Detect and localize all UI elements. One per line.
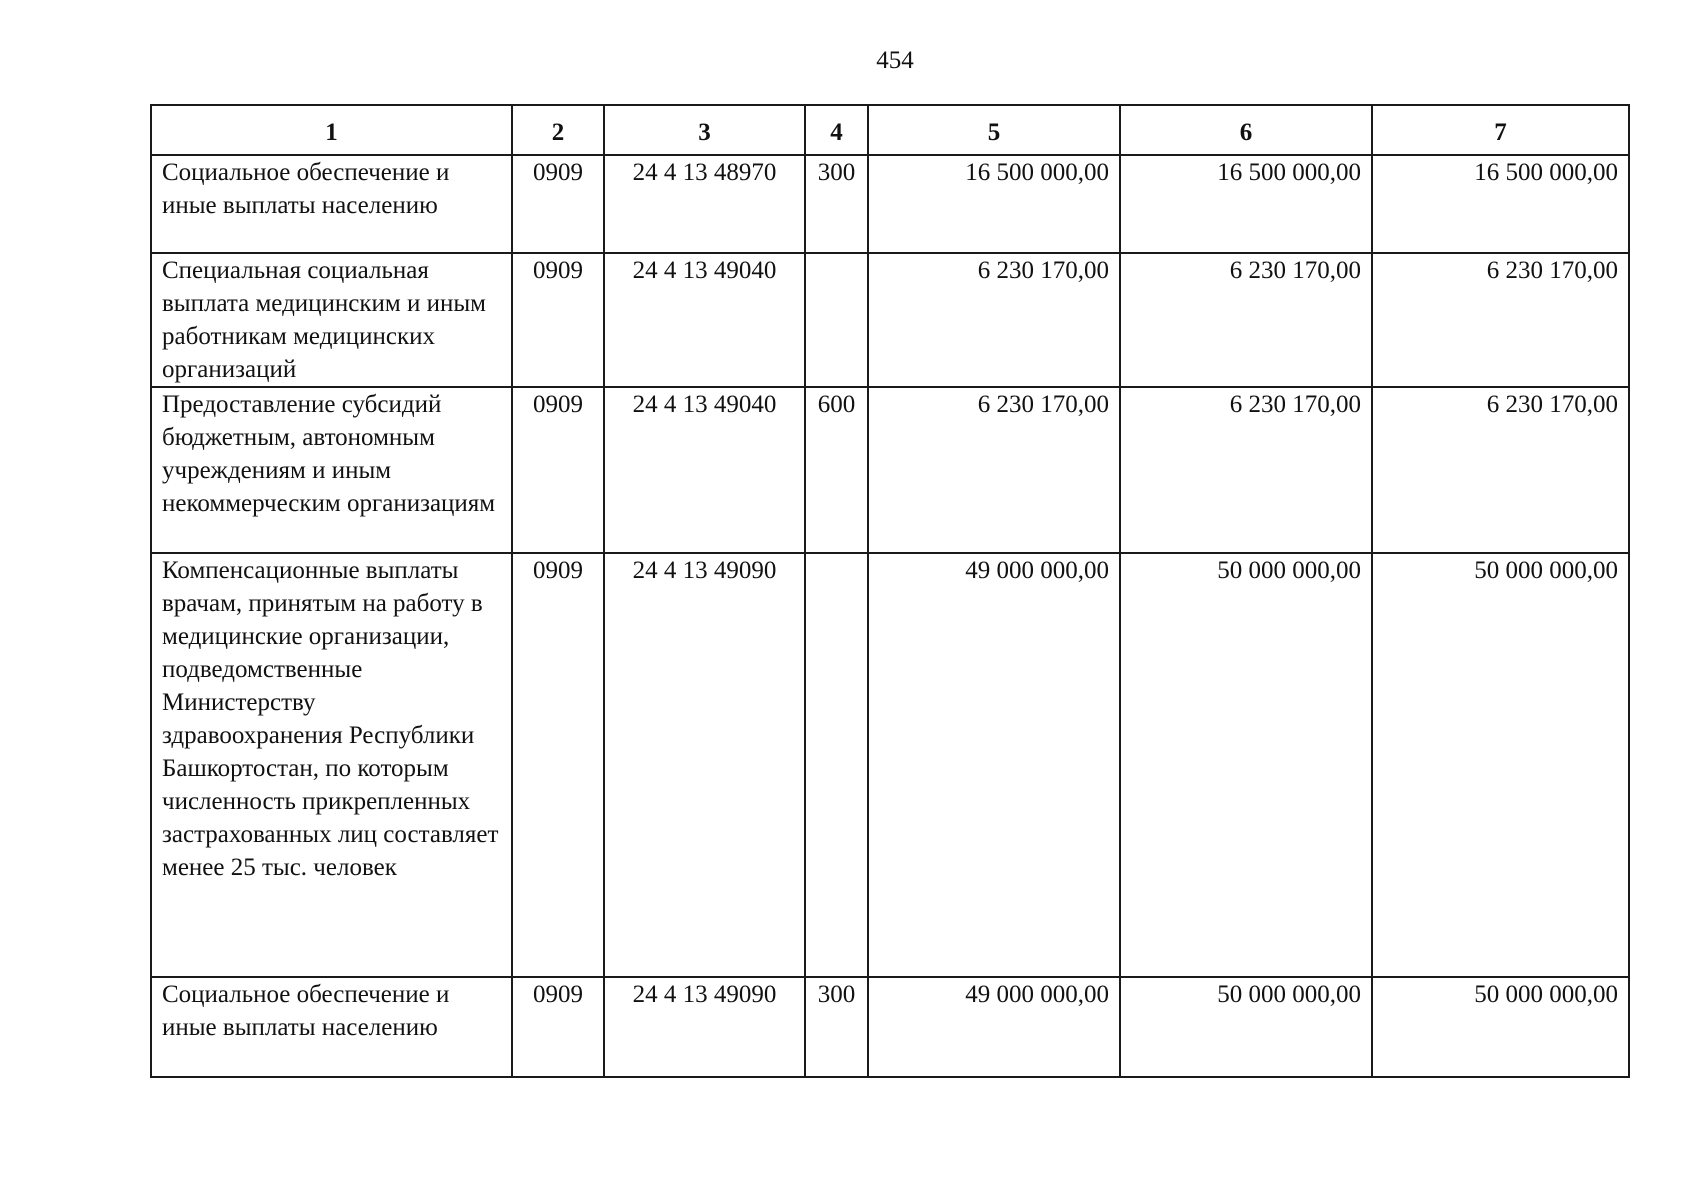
- row-name: Компенсационные выплаты врачам, принятым на работу в медицинские организации, подведомственные Министерству здравоохранения Республики Башкортостан, по которым численность прикрепленных застрахованных лиц составляет менее 25 тыс. человек: [151, 553, 512, 977]
- row-amount-col7: 50 000 000,00: [1372, 977, 1629, 1077]
- row-amount-col6: 6 230 170,00: [1120, 387, 1372, 553]
- table-row: [151, 253, 1629, 387]
- row-amount-col7: 6 230 170,00: [1372, 253, 1629, 387]
- header-col-5: 5: [868, 105, 1120, 155]
- row-amount-col5: 6 230 170,00: [868, 387, 1120, 553]
- row-section-code: 0909: [512, 977, 604, 1077]
- row-section-code: 0909: [512, 387, 604, 553]
- row-type-code: 300: [805, 977, 868, 1077]
- row-name: Социальное обеспечение и иные выплаты населению: [151, 977, 512, 1077]
- header-col-6: 6: [1120, 105, 1372, 155]
- row-target-code: 24 4 13 48970: [604, 155, 805, 253]
- page-number: 454: [876, 47, 914, 74]
- row-amount-col7: 16 500 000,00: [1372, 155, 1629, 253]
- table-row: [151, 553, 1629, 977]
- row-amount-col6: 6 230 170,00: [1120, 253, 1372, 387]
- row-target-code: 24 4 13 49040: [604, 253, 805, 387]
- header-col-3: 3: [604, 105, 805, 155]
- budget-table: [150, 104, 1630, 1078]
- row-type-code: 600: [805, 387, 868, 553]
- row-section-code: 0909: [512, 155, 604, 253]
- row-target-code: 24 4 13 49090: [604, 977, 805, 1077]
- header-col-1: 1: [151, 105, 512, 155]
- table-row: [151, 155, 1629, 253]
- header-row: [151, 105, 1629, 155]
- row-amount-col5: 16 500 000,00: [868, 155, 1120, 253]
- row-type-code: [805, 253, 868, 387]
- row-section-code: 0909: [512, 253, 604, 387]
- header-col-2: 2: [512, 105, 604, 155]
- row-amount-col7: 6 230 170,00: [1372, 387, 1629, 553]
- row-section-code: 0909: [512, 553, 604, 977]
- table-row: [151, 387, 1629, 553]
- row-amount-col6: 50 000 000,00: [1120, 553, 1372, 977]
- header-col-4: 4: [805, 105, 868, 155]
- row-type-code: 300: [805, 155, 868, 253]
- row-name: Предоставление субсидий бюджетным, автономным учреждениям и иным некоммерческим организациям: [151, 387, 512, 553]
- row-amount-col6: 50 000 000,00: [1120, 977, 1372, 1077]
- row-target-code: 24 4 13 49090: [604, 553, 805, 977]
- row-amount-col5: 6 230 170,00: [868, 253, 1120, 387]
- table-row: [151, 977, 1629, 1077]
- row-amount-col7: 50 000 000,00: [1372, 553, 1629, 977]
- row-amount-col5: 49 000 000,00: [868, 977, 1120, 1077]
- row-type-code: [805, 553, 868, 977]
- row-target-code: 24 4 13 49040: [604, 387, 805, 553]
- row-amount-col5: 49 000 000,00: [868, 553, 1120, 977]
- row-amount-col6: 16 500 000,00: [1120, 155, 1372, 253]
- row-name: Специальная социальная выплата медицинским и иным работникам медицинских организаций: [151, 253, 512, 387]
- header-col-7: 7: [1372, 105, 1629, 155]
- row-name: Социальное обеспечение и иные выплаты населению: [151, 155, 512, 253]
